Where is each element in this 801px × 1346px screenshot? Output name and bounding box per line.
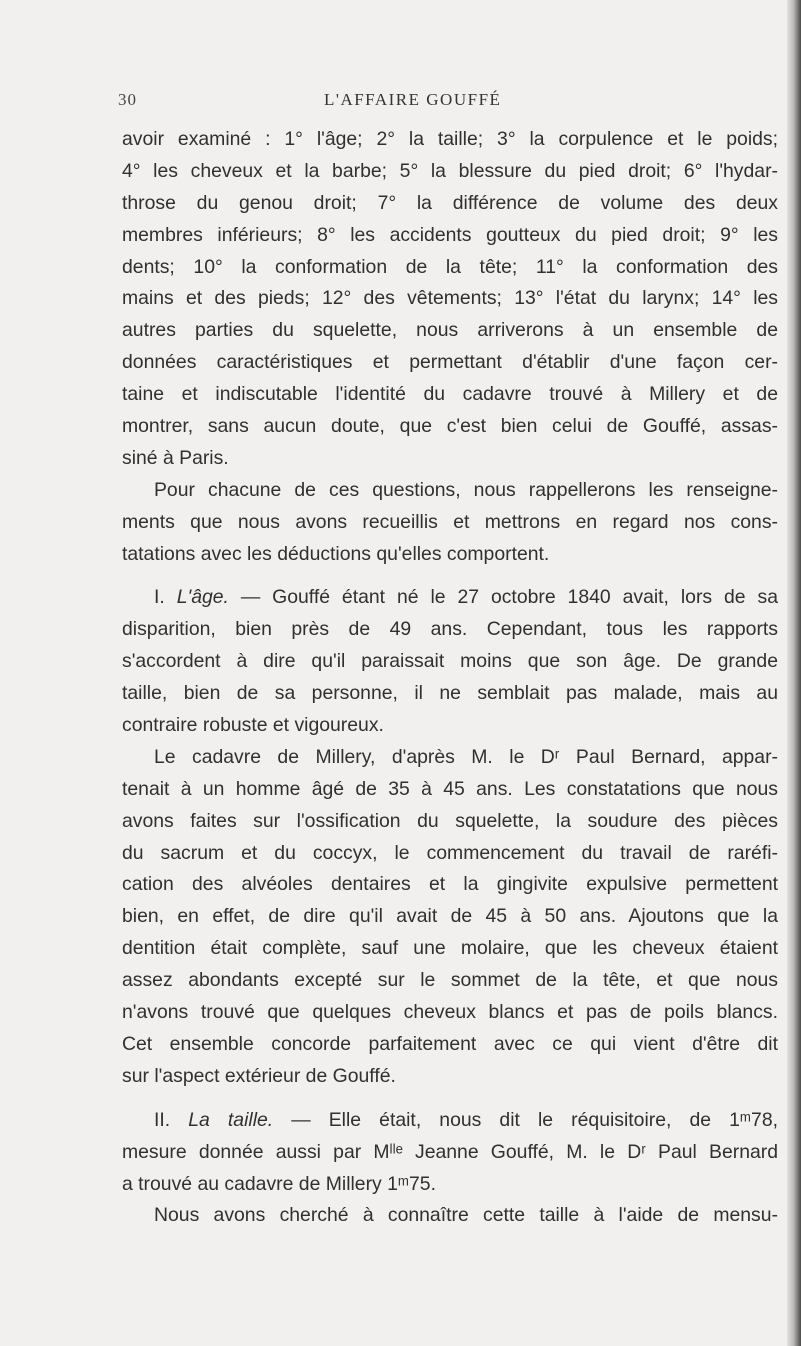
page-edge-shadow bbox=[787, 0, 801, 1346]
paragraph bbox=[122, 475, 778, 571]
text-line: a trouvé au cadavre de Millery 1ᵐ75. bbox=[122, 1172, 436, 1195]
text-line: cation des alvéoles dentaires et la gingivite expulsive permettent bbox=[122, 873, 778, 896]
text-line: mesure donnée aussi par Mˡˡᵉ Jeanne Gouffé, M. le Dʳ Paul Bernard bbox=[122, 1140, 778, 1163]
section-numeral: II. bbox=[154, 1108, 171, 1131]
text-line: avoir examiné : 1° l'âge; 2° la taille; 3° la corpulence et le poids; bbox=[122, 128, 778, 150]
section-heading: L'âge. bbox=[176, 586, 229, 609]
text-line: contraire robuste et vigoureux. bbox=[122, 714, 384, 737]
paragraph bbox=[122, 124, 778, 475]
text-line: autres parties du squelette, nous arriverons à un ensemble de bbox=[122, 319, 778, 342]
section-heading: La taille. bbox=[188, 1108, 274, 1131]
text-line: Cet ensemble concorde parfaitement avec ce qui vient d'être dit bbox=[122, 1032, 778, 1055]
text-line: n'avons trouvé que quelques cheveux blancs et pas de poils blancs. bbox=[122, 1001, 778, 1024]
text-line: montrer, sans aucun doute, que c'est bien celui de Gouffé, assas- bbox=[122, 415, 778, 438]
text-line: assez abondants excepté sur le sommet de la tête, et que nous bbox=[122, 969, 778, 992]
text-line: membres inférieurs; 8° les accidents goutteux du pied droit; 9° les bbox=[122, 223, 778, 246]
text-line: bien, en effet, de dire qu'il avait de 45 à 50 ans. Ajoutons que la bbox=[122, 905, 778, 928]
text-line: siné à Paris. bbox=[122, 446, 229, 469]
text-line: disparition, bien près de 49 ans. Cependant, tous les rapports bbox=[122, 618, 778, 641]
text-line: Pour chacune de ces questions, nous rappellerons les renseigne- bbox=[154, 478, 778, 501]
section-taille bbox=[122, 1105, 778, 1201]
text-line: avons faites sur l'ossification du squelette, la soudure des pièces bbox=[122, 809, 778, 832]
running-title: L'AFFAIRE GOUFFÉ bbox=[324, 90, 502, 109]
text-line: mains et des pieds; 12° des vêtements; 13° l'état du larynx; 14° les bbox=[122, 287, 778, 310]
text-line: ments que nous avons recueillis et mettrons en regard nos cons- bbox=[122, 510, 778, 533]
text-line: taille, bien de sa personne, il ne semblait pas malade, mais au bbox=[122, 682, 778, 705]
text-line bbox=[122, 582, 778, 614]
section-age bbox=[122, 582, 778, 741]
section-text: — Elle était, nous dit le réquisitoire, de 1ᵐ78, bbox=[273, 1108, 778, 1131]
text-line: Nous avons cherché à connaître cette taille à l'aide de mensu- bbox=[154, 1204, 778, 1227]
text-line: sur l'aspect extérieur de Gouffé. bbox=[122, 1064, 396, 1087]
paragraph bbox=[122, 742, 778, 1093]
text-line: Le cadavre de Millery, d'après M. le Dʳ Paul Bernard, appar- bbox=[154, 745, 778, 768]
text-line: tatations avec les déductions qu'elles comportent. bbox=[122, 542, 550, 565]
text-line: du sacrum et du coccyx, le commencement du travail de raréfi- bbox=[122, 841, 778, 864]
text-line bbox=[122, 1105, 778, 1137]
text-line: throse du genou droit; 7° la différence de volume des deux bbox=[122, 191, 778, 214]
text-line: dentition était complète, sauf une molaire, que les cheveux étaient bbox=[122, 937, 778, 960]
paragraph bbox=[122, 1200, 778, 1232]
text-line: taine et indiscutable l'identité du cadavre trouvé à Millery et de bbox=[122, 383, 778, 406]
page-header bbox=[118, 90, 738, 116]
text-line: données caractéristiques et permettant d'établir d'une façon cer- bbox=[122, 351, 778, 374]
section-text: — Gouffé étant né le 27 octobre 1840 avait, lors de sa bbox=[228, 586, 778, 609]
text-line: dents; 10° la conformation de la tête; 11° la conformation des bbox=[122, 255, 778, 278]
page-number: 30 bbox=[118, 90, 137, 109]
text-line: s'accordent à dire qu'il paraissait moins que son âge. De grande bbox=[122, 650, 778, 673]
text-line: tenait à un homme âgé de 35 à 45 ans. Les constatations que nous bbox=[122, 777, 778, 800]
section-numeral: I. bbox=[154, 586, 165, 609]
body-text bbox=[122, 124, 778, 1232]
text-line: 4° les cheveux et la barbe; 5° la blessure du pied droit; 6° l'hydar- bbox=[122, 159, 778, 182]
